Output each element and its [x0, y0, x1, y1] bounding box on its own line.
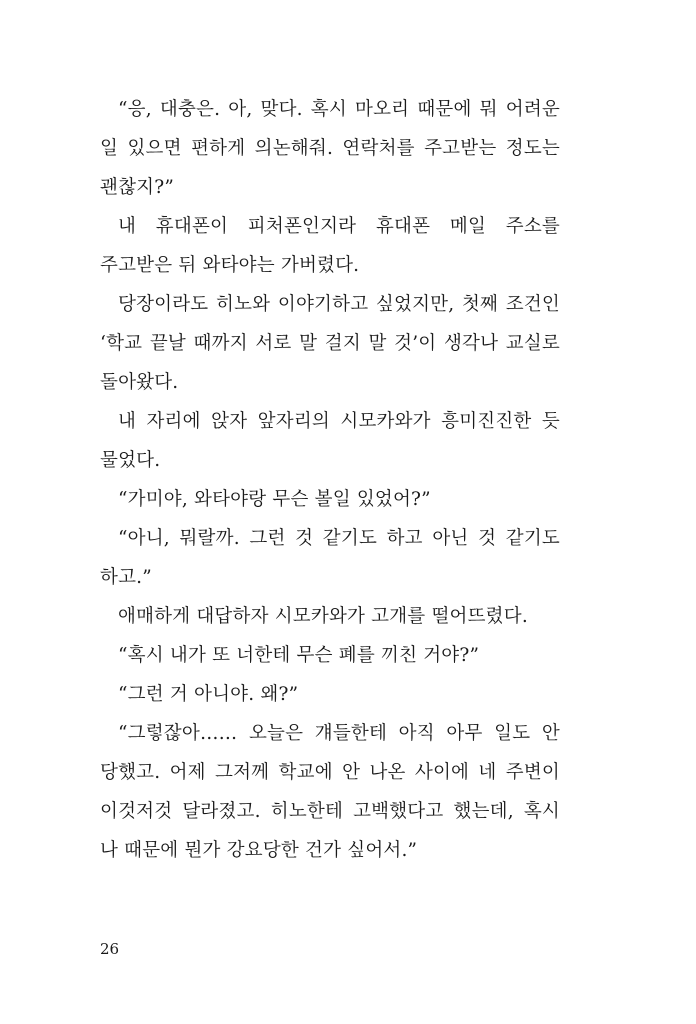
paragraph: “아니, 뭐랄까. 그런 것 같기도 하고 아닌 것 같기도 하고.” [100, 528, 560, 588]
paragraph: “응, 대충은. 아, 맞다. 혹시 마오리 때문에 뭐 어려운 일 있으면 편하게 의논해줘. 연락처를 주고받는 정도는 괜찮지?” [100, 99, 560, 198]
paragraph: 내 휴대폰이 피처폰인지라 휴대폰 메일 주소를 주고받은 뒤 와타야는 가버렸다. [100, 216, 560, 276]
paragraph: 당장이라도 히노와 이야기하고 싶었지만, 첫째 조건인 ‘학교 끝날 때까지 서로 말 걸지 말 것’이 생각나 교실로 돌아왔다. [100, 294, 560, 393]
paragraph: “혹시 내가 또 너한테 무슨 폐를 끼친 거야?” [118, 645, 480, 666]
paragraph: 애매하게 대답하자 시모카와가 고개를 떨어뜨렸다. [118, 606, 528, 627]
body-text [100, 90, 560, 870]
paragraph: “가미야, 와타야랑 무슨 볼일 있었어?” [118, 489, 431, 510]
paragraph: “그런 거 아니야. 왜?” [118, 684, 299, 705]
page-number: 26 [100, 940, 120, 958]
paragraph: 내 자리에 앉자 앞자리의 시모카와가 흥미진진한 듯 물었다. [100, 411, 560, 471]
paragraph: “그렇잖아…… 오늘은 걔들한테 아직 아무 일도 안 당했고. 어제 그저께 학교에 안 나온 사이에 네 주변이 이것저것 달라졌고. 히노한테 고백했다고 했는데, 혹시 나 때문에 뭔가 강요당한 건가 싶어서.” [100, 723, 560, 861]
